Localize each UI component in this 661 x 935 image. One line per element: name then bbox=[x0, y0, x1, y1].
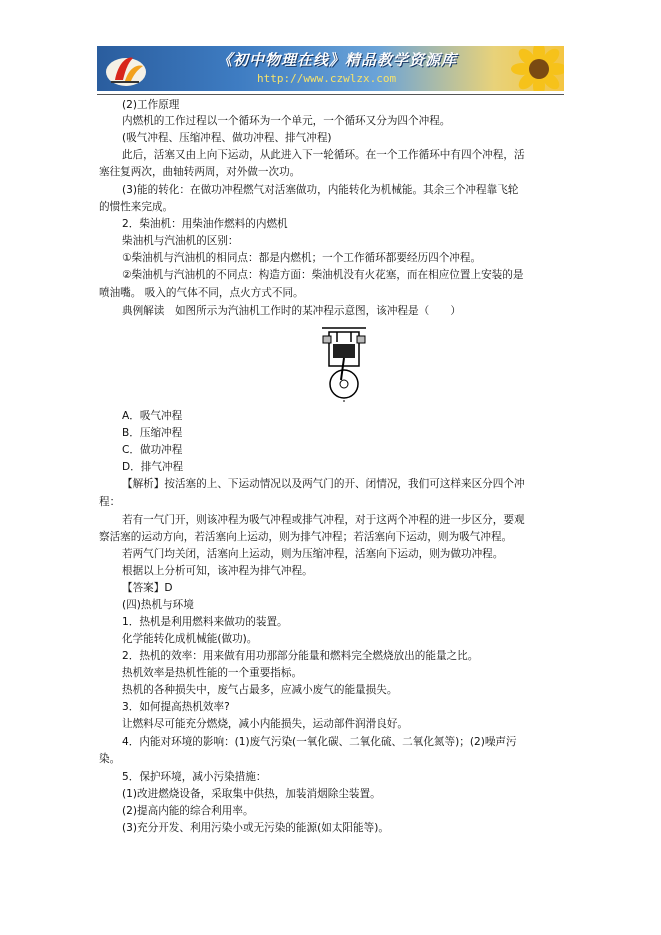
header-rule bbox=[97, 94, 564, 95]
text-line: 塞往复两次，曲轴转两周，对外做一次功。 bbox=[99, 166, 301, 178]
text-line: 化学能转化成机械能(做功)。 bbox=[122, 633, 258, 645]
text-line: 若有一气门开，则该冲程为吸气冲程或排气冲程，对于这两个冲程的进一步区分，要观 bbox=[122, 514, 525, 526]
option-d: D．排气冲程 bbox=[122, 461, 184, 473]
header-banner bbox=[97, 46, 564, 91]
sunflower-icon bbox=[508, 46, 564, 91]
text-line: ②柴油机与汽油机的不同点：构造方面：柴油机没有火花塞，而在相应位置上安装的是 bbox=[122, 269, 524, 281]
text-line: 5．保护环境，减小污染措施： bbox=[122, 771, 267, 783]
site-logo bbox=[103, 50, 149, 88]
option-c: C．做功冲程 bbox=[122, 444, 183, 456]
text-line: 典例解读 如图所示为汽油机工作时的某冲程示意图，该冲程是（ ） bbox=[122, 305, 461, 317]
text-line: 的惯性来完成。 bbox=[99, 201, 174, 213]
text-line: 1．热机是利用燃料来做功的装置。 bbox=[122, 616, 288, 628]
text-line: 2．柴油机：用柴油作燃料的内燃机 bbox=[122, 218, 288, 230]
text-line: 2．热机的效率：用来做有用功那部分能量和燃料完全燃烧放出的能量之比。 bbox=[122, 650, 479, 662]
text-line: 根据以上分析可知，该冲程为排气冲程。 bbox=[122, 565, 313, 577]
text-line: (吸气冲程、压缩冲程、做功冲程、排气冲程) bbox=[122, 132, 332, 144]
header-title: 《初中物理在线》精品教学资源库 bbox=[217, 51, 458, 69]
option-b: B．压缩冲程 bbox=[122, 427, 183, 439]
text-line: 3．如何提高热机效率? bbox=[122, 701, 230, 713]
text-line: ①柴油机与汽油机的相同点：都是内燃机；一个工作循环都要经历四个冲程。 bbox=[122, 252, 482, 264]
text-line: 程： bbox=[99, 496, 121, 508]
text-line: 内燃机的工作过程以一个循环为一个单元，一个循环又分为四个冲程。 bbox=[122, 115, 451, 127]
text-line: 此后，活塞又由上向下运动，从此进入下一轮循环。在一个工作循环中有四个冲程，活 bbox=[122, 149, 525, 161]
text-line: 4．内能对环境的影响：(1)废气污染(一氧化碳、二氧化硫、二氧化氮等)；(2)噪声污 bbox=[122, 736, 517, 748]
text-line: (3)能的转化：在做功冲程燃气对活塞做功，内能转化为机械能。其余三个冲程靠飞轮 bbox=[122, 184, 519, 196]
option-a: A．吸气冲程 bbox=[122, 410, 183, 422]
text-line: (3)充分开发、利用污染小或无污染的能源(如太阳能等)。 bbox=[122, 822, 389, 834]
text-line: 喷油嘴。 吸入的气体不同，点火方式不同。 bbox=[99, 287, 304, 299]
text-line: 【解析】按活塞的上、下运动情况以及两气门的开、闭情况，我们可这样来区分四个冲 bbox=[122, 478, 525, 490]
section-heading: (四)热机与环境 bbox=[122, 599, 194, 611]
text-line: (2)工作原理 bbox=[122, 99, 180, 111]
text-line: 染。 bbox=[99, 753, 121, 765]
text-line: 让燃料尽可能充分燃烧，减小内能损失，运动部件润滑良好。 bbox=[122, 718, 409, 730]
engine-diagram bbox=[319, 326, 369, 402]
text-line: 若两气门均关闭，活塞向上运动，则为压缩冲程，活塞向下运动，则为做功冲程。 bbox=[122, 548, 504, 560]
answer-line: 【答案】D bbox=[122, 582, 173, 594]
text-line: 察活塞的运动方向，若活塞向上运动，则为排气冲程；若活塞向下运动，则为吸气冲程。 bbox=[99, 531, 513, 543]
text-line: 热机的各种损失中，废气占最多，应减小废气的能量损失。 bbox=[122, 684, 398, 696]
text-line: (1)改进燃烧设备，采取集中供热，加装消烟除尘装置。 bbox=[122, 788, 381, 800]
text-line: 柴油机与汽油机的区别： bbox=[122, 235, 239, 247]
text-line: (2)提高内能的综合利用率。 bbox=[122, 805, 254, 817]
text-line: 热机效率是热机性能的一个重要指标。 bbox=[122, 667, 303, 679]
header-url[interactable]: http://www.czwlzx.com bbox=[257, 72, 397, 85]
